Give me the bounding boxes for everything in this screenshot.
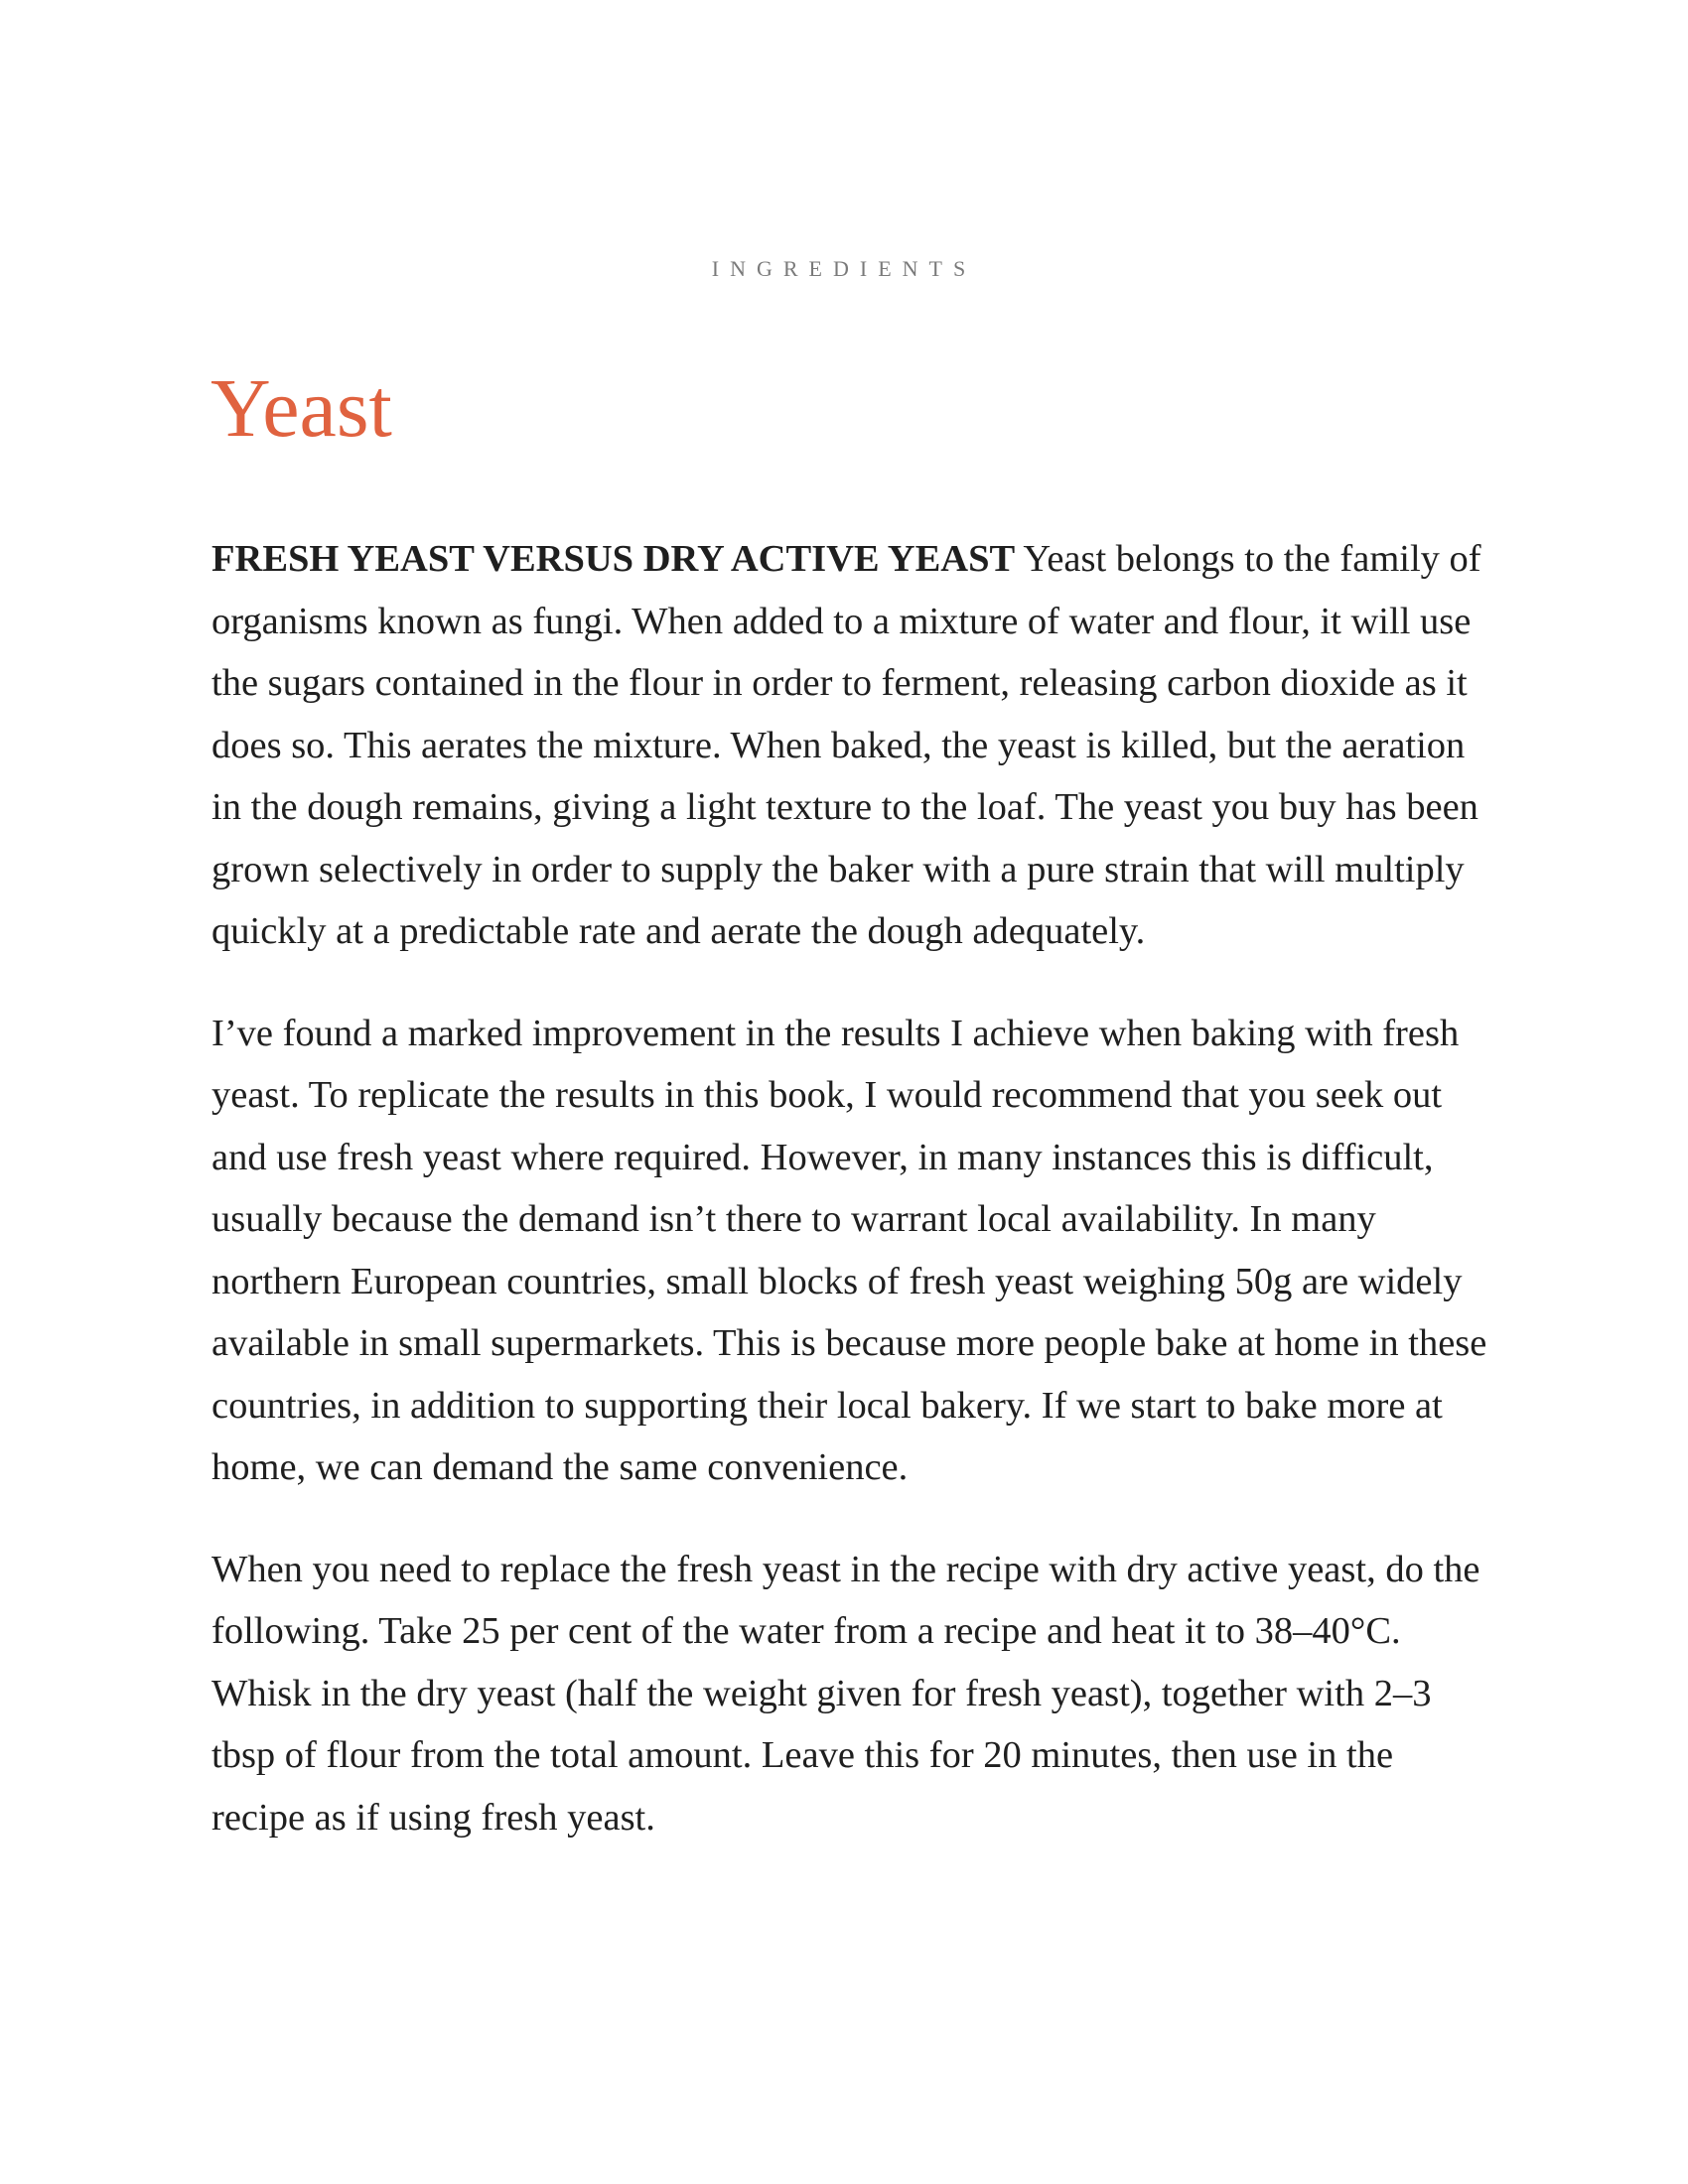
paragraph-1 <box>211 528 1492 963</box>
section-label: INGREDIENTS <box>711 256 977 281</box>
paragraph-2: I’ve found a marked improvement in the results I achieve when baking with fresh yeast. To replicate the results in this book, I would recommend that you seek out and use fresh yeast where required. However, in many instances this is difficult, usually because the demand isn’t there to warrant local availability. In many northern European countries, small blocks of fresh yeast weighing 50g are widely available in small supermarkets. This is because more people bake at home in these countries, in addition to supporting their local bakery. If we start to bake more at home, we can demand the same convenience. <box>211 1012 1487 1488</box>
body-text <box>211 528 1492 1888</box>
paragraph-1-text: Yeast belongs to the family of organisms known as fungi. When added to a mixture of water and flour, it will use the sugars contained in the flour in order to ferment, releasing carbon dioxide as it does so. This aerates the mixture. When baked, the yeast is killed, but the aeration in the dough remains, giving a light texture to the loaf. The yeast you buy has been grown selectively in order to supply the baker with a pure strain that will multiply quickly at a predictable rate and aerate the dough adequately. <box>211 538 1481 952</box>
page-title: Yeast <box>211 362 392 455</box>
paragraph-lead-heading: FRESH YEAST VERSUS DRY ACTIVE YEAST <box>211 538 1016 580</box>
paragraph-3: When you need to replace the fresh yeast in the recipe with dry active yeast, do the following. Take 25 per cent of the water from a recipe and heat it to 38–40°C. Whisk in the dry yeast (half the weight given for fresh yeast), together with 2–3 tbsp of flour from the total amount. Leave this for 20 minutes, then use in the recipe as if using fresh yeast. <box>211 1548 1480 1839</box>
